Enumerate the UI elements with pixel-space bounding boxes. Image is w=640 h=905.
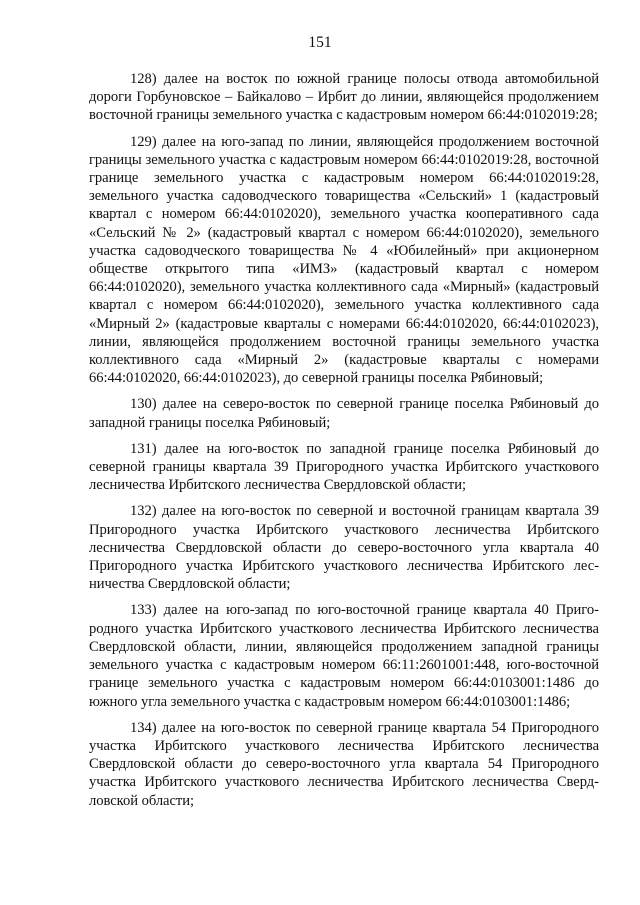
paragraph-134: 134) далее на юго-восток по северной границе квартала 54 Пригородного участка Ирбитского участкового лесничества Ирбитского лесничества Свердловской области до северо-восточного угла квартала 54 Пригородного участка Ирбитского участкового лесничества Ирбитского лесничества Свердловской области;	[89, 719, 599, 809]
paragraph-131: 131) далее на юго-восток по западной границе поселка Рябиновый до северной границы квартала 39 Пригородного участка Ирбитского участкового лесничества Ирбитского лесничества Свердловской области;	[89, 440, 599, 494]
paragraph-130: 130) далее на северо-восток по северной границе поселка Рябиновый до западной границы поселка Рябиновый;	[89, 396, 599, 431]
paragraph-129: 129) далее на юго-запад по линии, являющейся продолжением восточной границы земельного участка с кадастровым номером 66:44:0102019:28, восточной границе земельного участка с кадастровым номером 66:44:0102019:28, земельного участка садоводческого товарищества «Сельский» 1 (кадастровый квартал с номером 66:44:0102020), земельного участка кооперативного сада «Сельский № 2» (кадастровый квартал с номером 66:44:0102020), земельного участка садоводческого товарищества № 4 «Юбилейный» при акционерном обществе открытого типа «ИМЗ» (кадастровый квартал с номером 66:44:0102020), земельного участка коллективного сада «Мирный» (кадастровый квартал с номером 66:44:0102020), земельного участка коллективного сада «Мирный 2» (кадастровые кварталы с номерами 66:44:0102020, 66:44:0102023), линии, являющейся продолжением восточной границы земельного участка коллективного сада «Мирный 2» (кадастровые кварталы с номерами 66:44:0102020, 66:44:0102023), до северной границы поселка Рябиновый;	[89, 133, 599, 387]
document-body	[89, 70, 599, 818]
paragraph-132: 132) далее на юго-восток по северной и восточной границам квартала 39 Пригородного участка Ирбитского участкового лесничества Ирбитского лесничества Свердловской области до северо-восточного угла квартала 40 Пригородного участка Ирбитского участкового лесничества Ирбитского лесничества Свердловской области;	[89, 503, 599, 593]
page-number: 151	[308, 34, 332, 51]
paragraph-128: 128) далее на восток по южной границе полосы отвода автомобильной дороги Горбуновское – Байкалово – Ирбит до линии, являющейся продолжением восточной границы земельного участка с кадастровым номером 66:44:0102019:28;	[89, 71, 599, 124]
paragraph-133: 133) далее на юго-запад по юго-восточной границе квартала 40 Пригородного участка Ирбитского участкового лесничества Ирбитского лесничества Свердловской области, линии, являющейся продолжением западной границы земельного участка с кадастровым номером 66:11:2601001:448, юго-восточной границе земельного участка с кадастровым номером 66:44:0103001:1486 до южного угла земельного участка с кадастровым номером 66:44:0103001:1486;	[89, 602, 599, 710]
